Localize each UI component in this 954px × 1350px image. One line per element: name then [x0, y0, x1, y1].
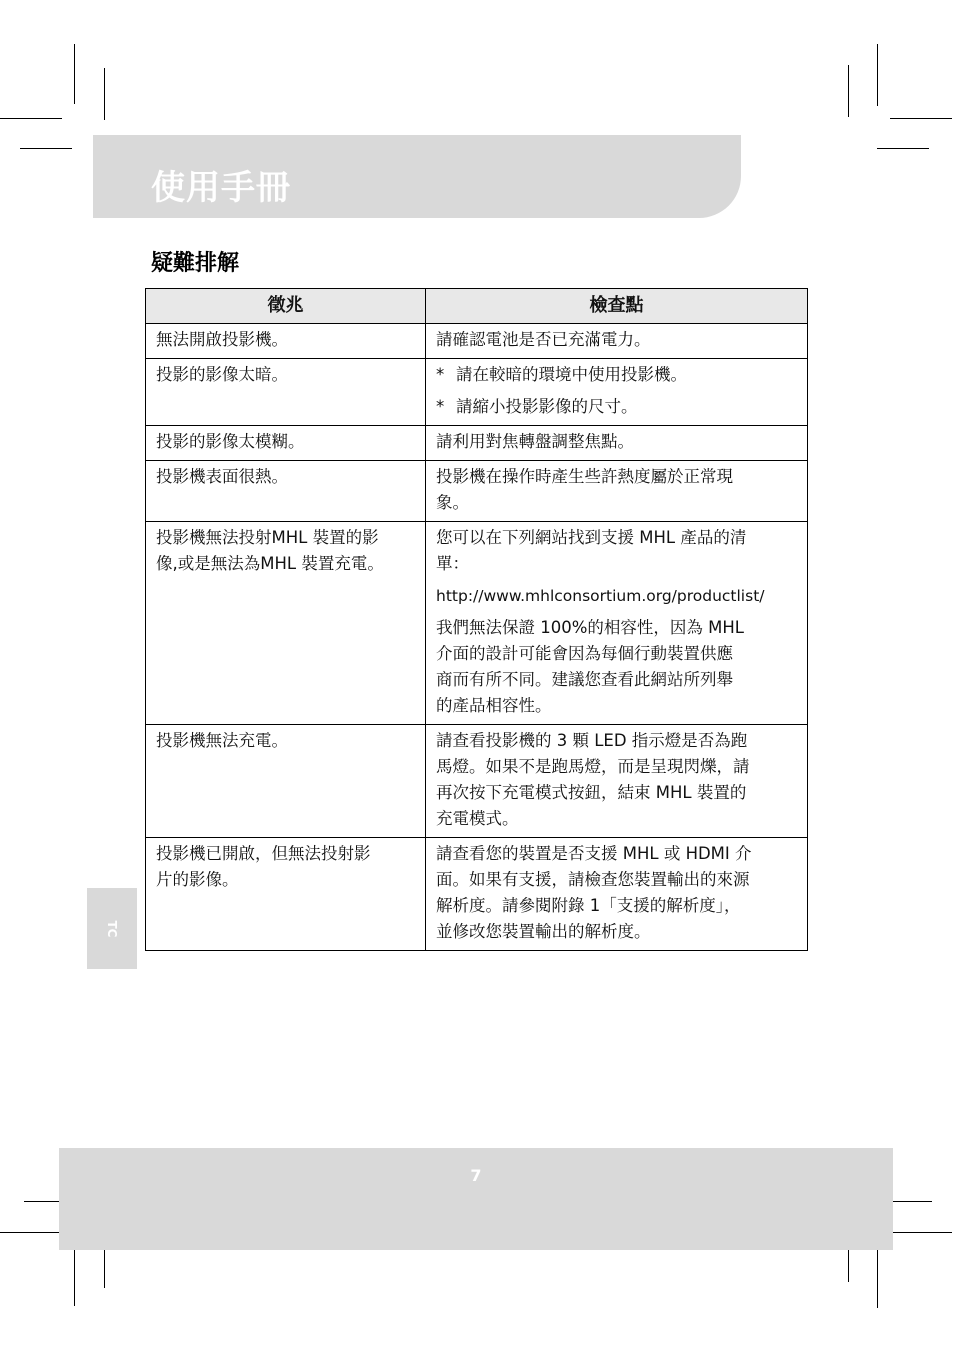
- symptom-text: 無法開啟投影機。: [156, 330, 288, 349]
- column-header-symptom: 徵兆: [146, 289, 426, 324]
- symptom-cell: [146, 838, 426, 951]
- checkpoint-paragraph: [436, 464, 798, 516]
- language-tab-label: TC: [105, 920, 119, 937]
- checkpoint-text: 請確認電池是否已充滿電力。: [436, 330, 651, 349]
- crop-mark: [890, 118, 952, 119]
- checkpoint-text: 我們無法保證 100%的相容性，因為 MHL: [436, 618, 744, 637]
- bullet-marker: *: [436, 365, 445, 384]
- crop-mark: [104, 68, 105, 120]
- crop-mark: [20, 148, 72, 149]
- footer-band: [59, 1148, 893, 1250]
- checkpoint-paragraph: [436, 841, 798, 945]
- language-tab: [87, 888, 137, 969]
- checkpoint-cell: [426, 725, 808, 838]
- checkpoint-text: 馬燈。如果不是跑馬燈，而是呈現閃爍，請: [436, 757, 750, 776]
- checkpoint-text: 介面的設計可能會因為每個行動裝置供應: [436, 644, 733, 663]
- crop-mark: [74, 1246, 75, 1306]
- crop-mark: [848, 65, 849, 117]
- checkpoint-text: 請利用對焦轉盤調整焦點。: [436, 432, 634, 451]
- symptom-text: 片的影像。: [156, 870, 239, 889]
- table-row: [146, 426, 808, 461]
- symptom-text: 投影機無法投射MHL 裝置的影: [156, 528, 379, 547]
- symptom-cell: [146, 359, 426, 426]
- checkpoint-text: 的產品相容性。: [436, 696, 552, 715]
- symptom-text: 投影機表面很熱。: [156, 467, 288, 486]
- symptom-cell: [146, 725, 426, 838]
- crop-mark: [0, 118, 62, 119]
- checkpoint-paragraph: [436, 583, 798, 609]
- section-heading: 疑難排解: [151, 251, 240, 276]
- checkpoint-text: 象。: [436, 493, 469, 512]
- checkpoint-cell: [426, 359, 808, 426]
- checkpoint-text: 解析度。請參閱附錄 1「支援的解析度」，: [436, 896, 741, 915]
- symptom-cell: [146, 426, 426, 461]
- checkpoint-text: 請縮小投影影像的尺寸。: [456, 397, 638, 416]
- crop-mark: [877, 148, 929, 149]
- crop-mark: [877, 44, 878, 106]
- symptom-text: 像,或是無法為MHL 裝置充電。: [156, 554, 384, 573]
- checkpoint-paragraph: [436, 429, 798, 455]
- symptom-text: 投影機已開啟，但無法投射影: [156, 844, 371, 863]
- checkpoint-cell: [426, 324, 808, 359]
- checkpoint-text: 投影機在操作時產生些許熱度屬於正常現: [436, 467, 733, 486]
- table-row: [146, 359, 808, 426]
- symptom-text: 投影的影像太模糊。: [156, 432, 305, 451]
- checkpoint-text: 請查看您的裝置是否支援 MHL 或 HDMI 介: [436, 844, 752, 863]
- checkpoint-bullet: [436, 362, 798, 388]
- checkpoint-paragraph: [436, 525, 798, 577]
- checkpoint-text: 單：: [436, 554, 469, 573]
- checkpoint-cell: [426, 522, 808, 725]
- crop-mark: [877, 1246, 878, 1308]
- checkpoint-text: 並修改您裝置輸出的解析度。: [436, 922, 651, 941]
- page-number: 7: [470, 1166, 482, 1185]
- manual-title: 使用手冊: [151, 168, 291, 208]
- table-row: [146, 324, 808, 359]
- checkpoint-text: 商而有所不同。建議您查看此網站所列舉: [436, 670, 733, 689]
- crop-mark: [0, 1232, 62, 1233]
- crop-mark: [890, 1232, 952, 1233]
- checkpoint-text: 您可以在下列網站找到支援 MHL 產品的清: [436, 528, 747, 547]
- checkpoint-cell: [426, 461, 808, 522]
- checkpoint-bullet: [436, 394, 798, 420]
- checkpoint-text: 請查看投影機的 3 顆 LED 指示燈是否為跑: [436, 731, 748, 750]
- symptom-cell: [146, 324, 426, 359]
- column-header-checkpoint: 檢查點: [426, 289, 808, 324]
- table-header-row: [146, 289, 808, 324]
- table-row: [146, 522, 808, 725]
- symptom-cell: [146, 461, 426, 522]
- table-row: [146, 725, 808, 838]
- symptom-text: 投影的影像太暗。: [156, 365, 288, 384]
- symptom-cell: [146, 522, 426, 725]
- checkpoint-paragraph: [436, 615, 798, 719]
- table-row: [146, 461, 808, 522]
- troubleshooting-table: [145, 288, 808, 951]
- checkpoint-paragraph: [436, 728, 798, 832]
- checkpoint-cell: [426, 426, 808, 461]
- checkpoint-text: 面。如果有支援，請檢查您裝置輸出的來源: [436, 870, 750, 889]
- bullet-marker: *: [436, 397, 445, 416]
- table-row: [146, 838, 808, 951]
- compatibility-list-url[interactable]: http://www.mhlconsortium.org/productlist/: [436, 587, 765, 605]
- checkpoint-text: 再次按下充電模式按鈕，結束 MHL 裝置的: [436, 783, 747, 802]
- checkpoint-cell: [426, 838, 808, 951]
- symptom-text: 投影機無法充電。: [156, 731, 288, 750]
- checkpoint-paragraph: [436, 327, 798, 353]
- checkpoint-text: 充電模式。: [436, 809, 519, 828]
- crop-mark: [74, 44, 75, 104]
- checkpoint-text: 請在較暗的環境中使用投影機。: [456, 365, 687, 384]
